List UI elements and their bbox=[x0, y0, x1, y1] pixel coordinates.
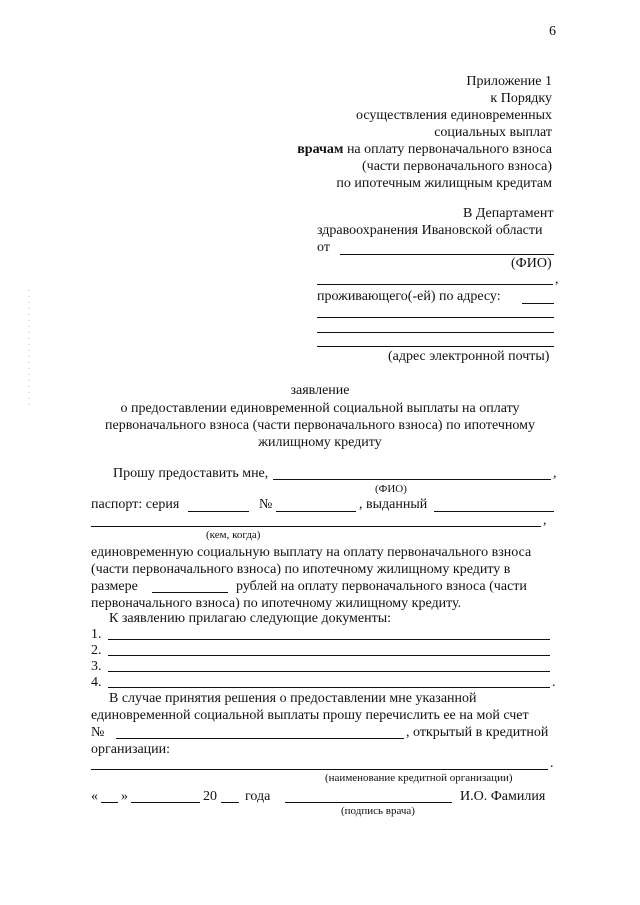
opened-label: , открытый в кредитной bbox=[406, 725, 549, 740]
quote-close: » bbox=[121, 789, 128, 804]
address-line-2[interactable] bbox=[317, 317, 554, 318]
fio-caption-top: (ФИО) bbox=[511, 256, 552, 271]
day-line[interactable] bbox=[101, 802, 118, 803]
address-line-3[interactable] bbox=[317, 332, 554, 333]
quote-open: « bbox=[91, 789, 98, 804]
account-number-line[interactable] bbox=[116, 738, 404, 739]
list-end-dot: . bbox=[552, 675, 556, 690]
amount-line[interactable] bbox=[152, 592, 228, 593]
signer-name: И.О. Фамилия bbox=[460, 789, 546, 804]
org-caption: (наименование кредитной организации) bbox=[325, 772, 513, 784]
document-line-1[interactable] bbox=[108, 639, 550, 640]
year-line[interactable] bbox=[221, 802, 239, 803]
fio-continued-line[interactable] bbox=[317, 284, 553, 285]
document-line-3[interactable] bbox=[108, 671, 550, 672]
email-caption: (адрес электронной почты) bbox=[388, 349, 550, 364]
year-suffix: года bbox=[245, 789, 271, 804]
fio-comma: , bbox=[555, 272, 559, 287]
month-line[interactable] bbox=[131, 802, 200, 803]
email-line[interactable] bbox=[317, 346, 554, 347]
title-statement: заявление bbox=[290, 383, 350, 398]
appendix-line-5 bbox=[297, 142, 552, 158]
request-fio-line[interactable] bbox=[273, 479, 551, 480]
title-line-4: жилищному кредиту bbox=[258, 435, 382, 450]
list-number-2: 2. bbox=[91, 643, 102, 658]
address-line-1[interactable] bbox=[522, 303, 554, 304]
title-line-3: первоначального взноса (части первоначального взноса) по ипотечному bbox=[105, 418, 535, 433]
document-line-4[interactable] bbox=[108, 687, 550, 688]
appendix-bold-word: врачам bbox=[297, 142, 344, 157]
request-comma: , bbox=[553, 466, 557, 481]
passport-number-line[interactable] bbox=[276, 511, 356, 512]
addressee-department: В Департамент bbox=[463, 206, 554, 221]
case-line-2: единовременной социальной выплаты прошу перечислить ее на мой счет bbox=[91, 708, 529, 723]
para-line-1: единовременную социальную выплату на оплату первоначального взноса bbox=[91, 545, 532, 560]
year-prefix: 20 bbox=[203, 789, 217, 804]
para-line-3b: рублей на оплату первоначального взноса (части bbox=[236, 579, 527, 594]
passport-issued-line-1[interactable] bbox=[434, 511, 554, 512]
passport-number-sign: № bbox=[259, 497, 273, 512]
appendix-line-2: к Порядку bbox=[490, 91, 552, 106]
scan-artifact-dots bbox=[28, 290, 30, 410]
passport-label: паспорт: серия bbox=[91, 497, 180, 512]
signature-line[interactable] bbox=[285, 802, 452, 803]
passport-series-line[interactable] bbox=[188, 511, 249, 512]
title-line-2: о предоставлении единовременной социальной выплаты на оплату bbox=[120, 401, 520, 416]
request-label: Прошу предоставить мне, bbox=[113, 466, 269, 481]
appendix-line-5-rest: на оплату первоначального взноса bbox=[343, 142, 552, 157]
list-number-3: 3. bbox=[91, 659, 102, 674]
org-label: организации: bbox=[91, 742, 171, 757]
issued-comma: , bbox=[543, 513, 547, 528]
signature-caption: (подпись врача) bbox=[341, 805, 415, 817]
appendix-line-7: по ипотечным жилищным кредитам bbox=[336, 176, 552, 191]
addressee-department-name: здравоохранения Ивановской области bbox=[317, 223, 543, 238]
appendix-line-3: осуществления единовременных bbox=[355, 108, 552, 123]
residing-label: проживающего(-ей) по адресу: bbox=[317, 289, 501, 304]
case-line-1: В случае принятия решения о предоставлении мне указанной bbox=[109, 691, 477, 706]
request-fio-caption: (ФИО) bbox=[375, 483, 407, 495]
from-label: от bbox=[317, 240, 330, 255]
org-name-line[interactable] bbox=[91, 769, 548, 770]
from-fio-line[interactable] bbox=[340, 254, 554, 255]
list-number-1: 1. bbox=[91, 627, 102, 642]
appendix-line-4: социальных выплат bbox=[434, 125, 552, 140]
org-end-dot: . bbox=[550, 756, 554, 771]
passport-issued-line-2[interactable] bbox=[91, 526, 541, 527]
account-sign: № bbox=[91, 725, 105, 740]
appendix-line-6: (части первоначального взноса) bbox=[362, 159, 552, 174]
who-when-caption: (кем, когда) bbox=[206, 529, 261, 541]
attach-label: К заявлению прилагаю следующие документы: bbox=[109, 611, 392, 626]
document-line-2[interactable] bbox=[108, 655, 550, 656]
list-number-4: 4. bbox=[91, 675, 102, 690]
para-line-2: (части первоначального взноса) по ипотечному жилищному кредиту в bbox=[91, 562, 511, 577]
passport-issued-label: , выданный bbox=[359, 497, 428, 512]
para-line-4: первоначального взноса) по ипотечному жилищному кредиту. bbox=[91, 596, 462, 611]
para-line-3a: размере bbox=[91, 579, 138, 594]
appendix-line-1: Приложение 1 bbox=[466, 74, 552, 89]
page-number: 6 bbox=[549, 24, 556, 39]
